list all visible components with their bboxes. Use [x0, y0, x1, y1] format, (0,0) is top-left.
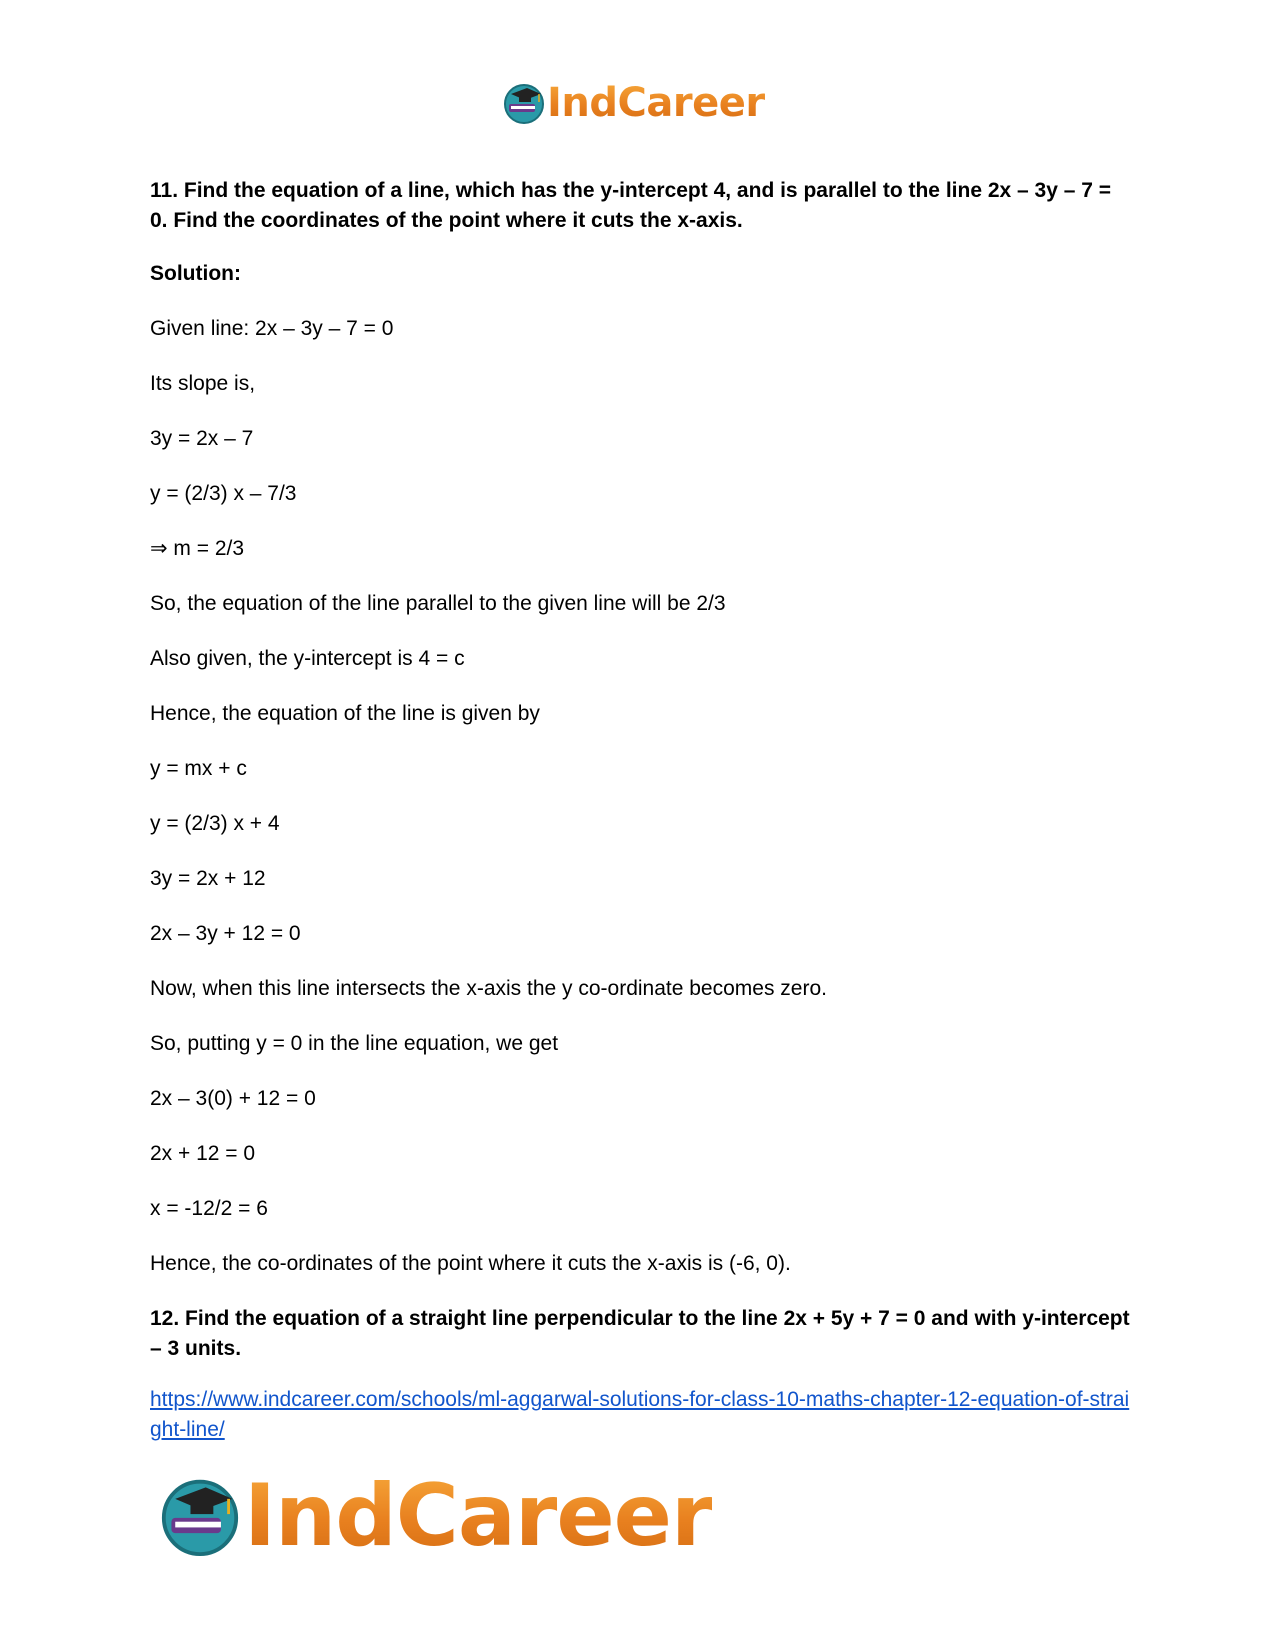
solution-line: Its slope is,	[150, 372, 256, 395]
solution-line: 3y = 2x – 7	[150, 427, 254, 450]
solution-line: Hence, the co-ordinates of the point where it cuts the x-axis is (-6, 0).	[150, 1252, 791, 1275]
question-12: 12. Find the equation of a straight line perpendicular to the line 2x + 5y + 7 = 0 and with y-intercept – 3 units.	[150, 1307, 1130, 1360]
solution-line: 2x + 12 = 0	[150, 1142, 256, 1165]
solution-line: y = (2/3) x – 7/3	[150, 482, 297, 505]
logo-text: IndCareer	[547, 80, 765, 126]
solution-line: x = -12/2 = 6	[150, 1197, 268, 1220]
solution-line: 3y = 2x + 12	[150, 867, 266, 890]
graduation-cap-book-globe-icon	[160, 1476, 240, 1556]
header-logo	[503, 80, 765, 126]
document-body	[150, 176, 1130, 1445]
footer-logo	[160, 1466, 712, 1566]
solution-label: Solution:	[150, 262, 241, 285]
solution-line: 2x – 3(0) + 12 = 0	[150, 1087, 316, 1110]
solution-line: Hence, the equation of the line is given by	[150, 702, 540, 725]
solution-line: So, the equation of the line parallel to the given line will be 2/3	[150, 592, 726, 615]
solution-line: Also given, the y-intercept is 4 = c	[150, 647, 465, 670]
source-link[interactable]: https://www.indcareer.com/schools/ml-aggarwal-solutions-for-class-10-maths-chapter-12-equation-of-straight-line/	[150, 1388, 1130, 1441]
solution-line: ⇒ m = 2/3	[150, 537, 245, 560]
solution-line: So, putting y = 0 in the line equation, we get	[150, 1032, 559, 1055]
solution-line: Now, when this line intersects the x-axis the y co-ordinate becomes zero.	[150, 977, 827, 1000]
solution-line: y = (2/3) x + 4	[150, 812, 280, 835]
graduation-cap-book-globe-icon	[503, 82, 545, 124]
solution-line: Given line: 2x – 3y – 7 = 0	[150, 317, 394, 340]
logo-text: IndCareer	[244, 1466, 713, 1566]
solution-line: y = mx + c	[150, 757, 247, 780]
solution-line: 2x – 3y + 12 = 0	[150, 922, 301, 945]
question-11: 11. Find the equation of a line, which has the y-intercept 4, and is parallel to the line 2x – 3y – 7 = 0. Find the coordinates of the point where it cuts the x-axis.	[150, 179, 1112, 232]
